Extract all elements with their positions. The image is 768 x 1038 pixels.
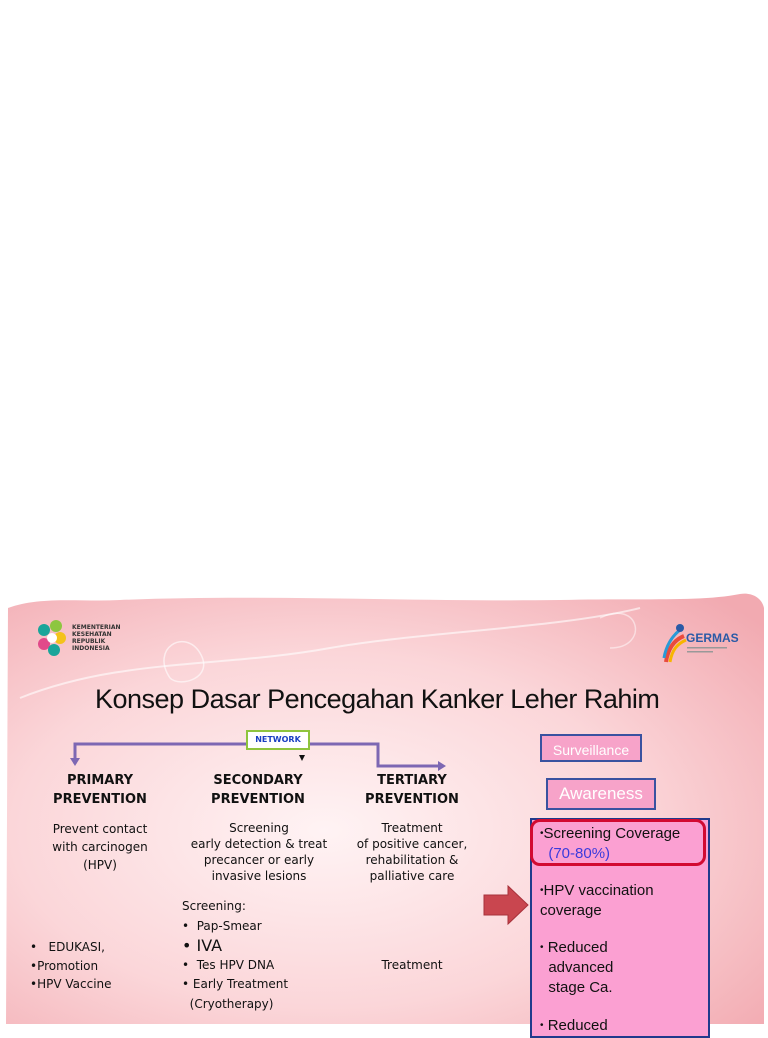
screening-list <box>182 897 332 1014</box>
list-item: • IVA <box>182 936 223 955</box>
list-item: • Early Treatment <box>182 977 289 991</box>
tertiary-prevention-heading: TERTIARY PREVENTION <box>365 773 459 807</box>
network-label: NETWORK <box>246 730 310 750</box>
secondary-description: Screening early detection & treat precancer or early invasive lesions <box>190 821 328 883</box>
germas-wordmark: GERMAS <box>686 631 739 645</box>
outcome-reduced-advanced: • Reduced advanced stage Ca. <box>540 939 614 996</box>
outcome-hpv-coverage: •HPV vaccination coverage <box>540 882 654 919</box>
screening-highlight <box>530 819 706 866</box>
tertiary-description: Treatment of positive cancer, rehabilitation & palliative care <box>356 821 468 883</box>
screening-coverage-value: (70-80%) <box>548 845 611 862</box>
slide <box>0 588 768 1034</box>
list-item: •Promotion <box>30 958 99 973</box>
outcome-screening-coverage: •Screening Coverage (70-80%) <box>540 825 681 862</box>
primary-description: Prevent contact with carcinogen (HPV) <box>52 822 148 872</box>
tertiary-list <box>352 956 472 975</box>
list-item: •HPV Vaccine <box>30 977 112 991</box>
awareness-tag: Awareness <box>546 778 656 810</box>
list-item: (Cryotherapy) <box>189 996 274 1011</box>
primary-prevention-heading: PRIMARY PREVENTION <box>53 773 147 807</box>
red-arrow-icon <box>484 886 530 924</box>
secondary-prevention-heading: SECONDARY PREVENTION <box>211 773 305 807</box>
list-item: • EDUKASI, <box>30 940 105 954</box>
screening-list-title: Screening: <box>182 899 246 913</box>
outcome-reduced-2: • Reduced <box>540 1017 608 1034</box>
list-item: Treatment <box>381 958 443 972</box>
primary-list <box>30 938 170 994</box>
surveillance-tag: Surveillance <box>540 734 642 762</box>
slide-title: Konsep Dasar Pencegahan Kanker Leher Rahim <box>95 684 660 714</box>
list-item: • Tes HPV DNA <box>182 957 275 972</box>
kemenkes-name: KEMENTERIAN KESEHATAN REPUBLIK INDONESIA <box>72 624 121 652</box>
list-item: • Pap-Smear <box>182 918 262 933</box>
